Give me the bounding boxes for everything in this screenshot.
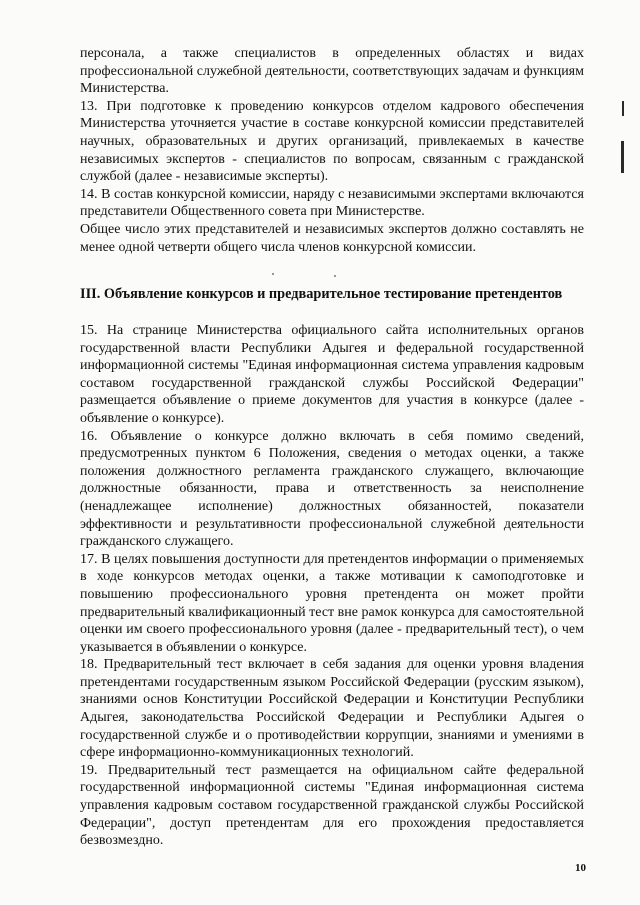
bottom-text-block (80, 322, 584, 850)
paragraph-continuation: персонала, а также специалистов в определенных областях и видах профессиональной служебной деятельности, соответствующих задачам и функциям Министерства. (80, 46, 584, 97)
scan-artifact-dot (272, 273, 274, 275)
paragraph-19: 19. Предварительный тест размещается на официальном сайте федеральной государственной информационной системы "Единая информационная система управления кадровым составом государственной гражданской службы Российской Федерации", доступ претендентам для его прохождения предоставляется безвозмездно. (80, 762, 584, 849)
section-heading: III. Объявление конкурсов и предварительное тестирование претендентов (80, 286, 563, 302)
scan-artifact-dot (334, 275, 336, 277)
paragraph-17: 17. В целях повышения доступности для претендентов информации о применяемых в ходе конкурсов методах оценки, а также мотивации к самоподготовке и повышению профессионального уровня претендента он может пройти предварительный квалификационный тест вне рамок конкурса для самостоятельной оценки им своего профессионального уровня (далее - предварительный тест), о чем указывается в объявлении о конкурсе. (80, 551, 584, 655)
top-text-block (80, 45, 584, 256)
page-number: 10 (575, 862, 586, 874)
scan-artifact-mark (621, 141, 624, 173)
paragraph-13: 13. При подготовке к проведению конкурсов отделом кадрового обеспечения Министерства уточняется участие в составе конкурсной комиссии представителей научных, образовательных и других организаций, привлекаемых в качестве независимых экспертов - специалистов по вопросам, связанным с гражданской службой (далее - независимые эксперты). (80, 98, 584, 185)
paragraph-16: 16. Объявление о конкурсе должно включать в себя помимо сведений, предусмотренных пунктом 6 Положения, сведения о методах оценки, а также положения должностного регламента гражданского служащего, включающие должностные обязанности, права и ответственность за неисполнение (ненадлежащее исполнение) должностных обязанностей, показатели эффективности и результативности профессиональной служебной деятельности гражданского служащего. (80, 428, 584, 550)
paragraph-14-continued: Общее число этих представителей и независимых экспертов должно составлять не менее одной четверти общего числа членов конкурсной комиссии. (80, 221, 584, 255)
paragraph-14: 14. В состав конкурсной комиссии, наряду с независимыми экспертами включаются представители Общественного совета при Министерстве. (80, 186, 584, 220)
paragraph-18: 18. Предварительный тест включает в себя задания для оценки уровня владения претендентами государственным языком Российской Федерации (русским языком), знаниями основ Конституции Российской Федерации и Конституции Республики Адыгея, законодательства Российской Федерации и Республики Адыгея о государственной службе и о противодействии коррупции, знаниями и умениями в сфере информационно-коммуникационных технологий. (80, 657, 584, 761)
paragraph-15: 15. На странице Министерства официального сайта исполнительных органов государственной власти Республики Адыгея и федеральной государственной информационной системы "Единая информационная система управления кадровым составом государственной гражданской службы Российской Федерации" размещается объявление о приеме документов для участия в конкурсе (далее - объявление о конкурсе). (80, 323, 584, 426)
scan-artifact-mark (622, 101, 624, 116)
